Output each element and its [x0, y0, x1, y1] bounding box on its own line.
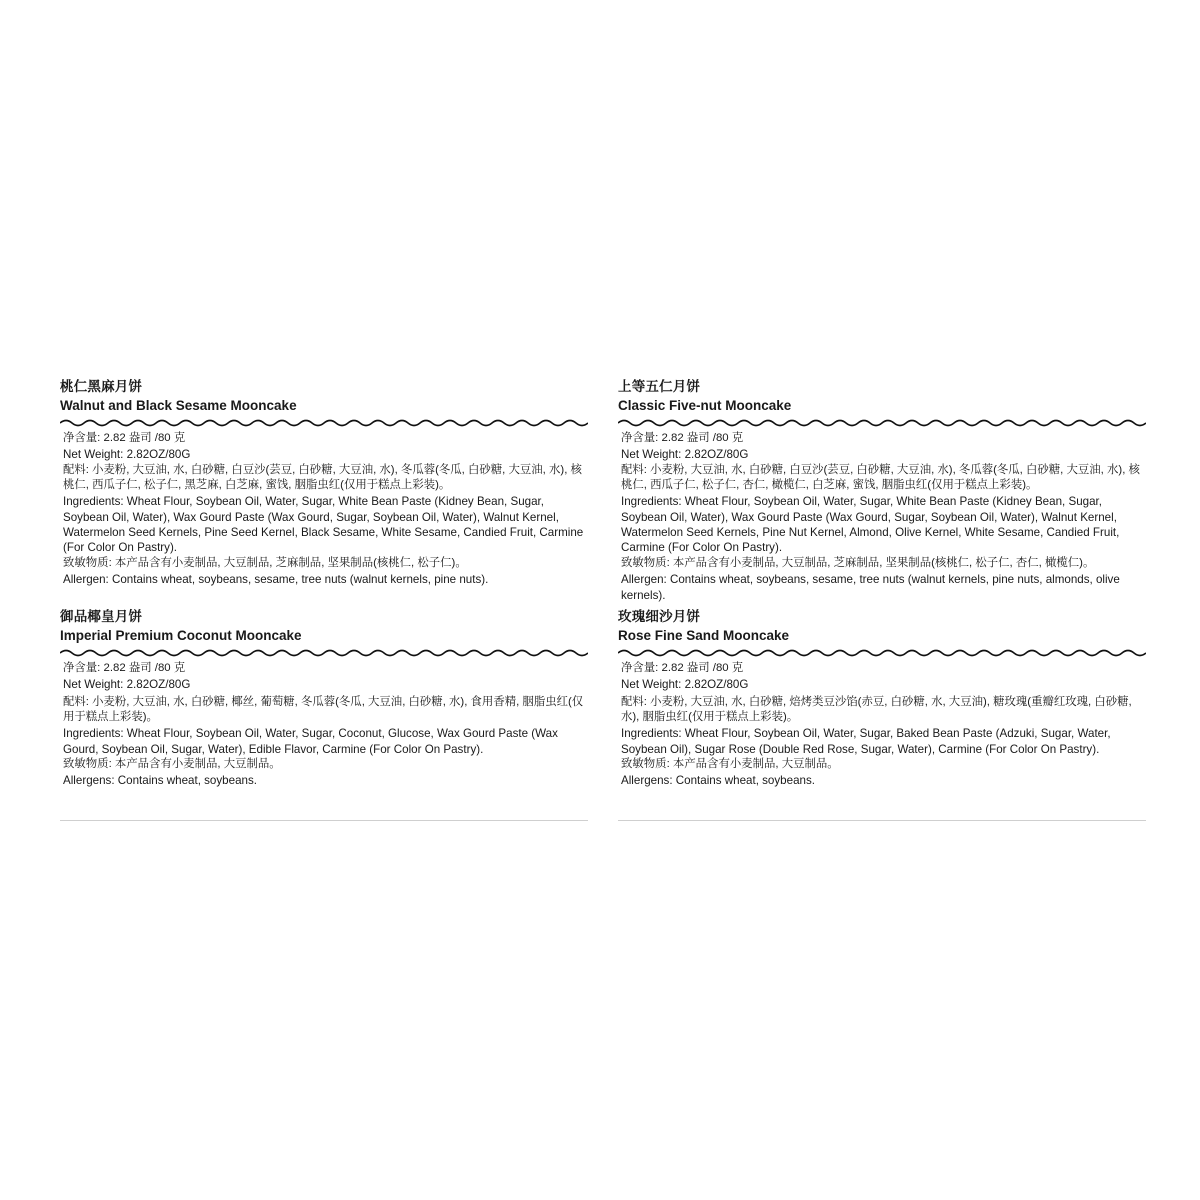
product-title-cn: 上等五仁月饼: [618, 379, 701, 394]
allergen-cn: 致敏物质: 本产品含有小麦制品, 大豆制品, 芝麻制品, 坚果制品(核桃仁, 松子仁)。: [63, 557, 467, 570]
ingredients-en: Ingredients: Wheat Flour, Soybean Oil, Water, Sugar, White Bean Paste (Kidney Bean, Sugar, Soybean Oil, Water), Wax Gourd Paste (Wax Gourd, Sugar, Soybean Oil, Water), Walnut Kernel, Watermelon Seed Kernels, Pine Nut Kernel, Almond, Olive Kernel, White Sesame, Candied Fruit, Carmine (For Color On Pastry).: [621, 495, 1120, 555]
ingredients-en: Ingredients: Wheat Flour, Soybean Oil, Water, Sugar, White Bean Paste (Kidney Bean, Sugar, Soybean Oil, Water), Wax Gourd Paste (Wax Gourd, Sugar, Soybean Oil, Water), Walnut Kernel, Watermelon Seed Kernels, Pine Seed Kernel, Black Sesame, White Sesame, Candied Fruit, Carmine (For Color On Pastry).: [63, 495, 584, 555]
product-panel-imperial-premium-coconut: [60, 608, 588, 789]
allergen-cn: 致敏物质: 本产品含有小麦制品, 大豆制品。: [63, 758, 281, 771]
net-weight-cn: 净含量: 2.82 盎司 /80 克: [621, 661, 744, 674]
ingredients-cn: 配料: 小麦粉, 大豆油, 水, 白砂糖, 焙烤类豆沙馅(赤豆, 白砂糖, 水, 大豆油), 糖玫瑰(重瓣红玫瑰, 白砂糖, 水), 胭脂虫红(仅用于糕点上彩装)。: [621, 695, 1132, 724]
ingredients-en: Ingredients: Wheat Flour, Soybean Oil, Water, Sugar, Coconut, Glucose, Wax Gourd Paste (Wax Gourd, Soybean Oil, Sugar, Water), Edible Flavor, Carmine (For Color On Pastry).: [63, 727, 558, 756]
product-panel-classic-five-nut: [618, 378, 1146, 604]
product-details: [60, 431, 588, 588]
net-weight-en: Net Weight: 2.82OZ/80G: [63, 447, 191, 461]
wavy-divider-icon: [618, 418, 1146, 427]
net-weight-cn: 净含量: 2.82 盎司 /80 克: [621, 431, 744, 444]
net-weight-cn: 净含量: 2.82 盎司 /80 克: [63, 431, 186, 444]
allergen-en: Allergen: Contains wheat, soybeans, sesame, tree nuts (walnut kernels, pine nuts).: [63, 573, 489, 587]
product-details: [618, 661, 1146, 789]
allergen-cn: 致敏物质: 本产品含有小麦制品, 大豆制品。: [621, 758, 839, 771]
product-title-en: Classic Five-nut Mooncake: [618, 398, 792, 414]
product-details: [60, 661, 588, 789]
ingredients-en: Ingredients: Wheat Flour, Soybean Oil, Water, Sugar, Baked Bean Paste (Adzuki, Sugar, Water, Soybean Oil), Sugar Rose (Double Red Rose, Sugar, Water), Carmine (For Color On Pastry).: [621, 727, 1111, 756]
allergen-en: Allergen: Contains wheat, soybeans, sesame, tree nuts (walnut kernels, pine nuts, almonds, olive kernels).: [621, 573, 1120, 602]
ingredients-cn: 配料: 小麦粉, 大豆油, 水, 白砂糖, 白豆沙(芸豆, 白砂糖, 大豆油, 水), 冬瓜蓉(冬瓜, 白砂糖, 大豆油, 水), 核桃仁, 西瓜子仁, 松子仁, 杏仁, 橄榄仁, 白芝麻, 蜜饯, 胭脂虫红(仅用于糕点上彩装)。: [621, 463, 1140, 492]
panel-bottom-rule: [60, 820, 588, 821]
product-panel-rose-fine-sand: [618, 608, 1146, 789]
wavy-divider-icon: [618, 648, 1146, 657]
product-details: [618, 431, 1146, 603]
net-weight-en: Net Weight: 2.82OZ/80G: [621, 447, 749, 461]
ingredients-cn: 配料: 小麦粉, 大豆油, 水, 白砂糖, 椰丝, 葡萄糖, 冬瓜蓉(冬瓜, 大豆油, 白砂糖, 水), 食用香精, 胭脂虫红(仅用于糕点上彩装)。: [63, 695, 584, 724]
product-title-cn: 御品椰皇月饼: [60, 609, 143, 624]
wavy-divider-icon: [60, 418, 588, 427]
wavy-divider-icon: [60, 648, 588, 657]
ingredients-cn: 配料: 小麦粉, 大豆油, 水, 白砂糖, 白豆沙(芸豆, 白砂糖, 大豆油, 水), 冬瓜蓉(冬瓜, 白砂糖, 大豆油, 水), 核桃仁, 西瓜子仁, 松子仁, 黑芝麻, 白芝麻, 蜜饯, 胭脂虫红(仅用于糕点上彩装)。: [63, 463, 582, 492]
product-title-en: Rose Fine Sand Mooncake: [618, 628, 790, 644]
product-title-en: Imperial Premium Coconut Mooncake: [60, 628, 302, 644]
net-weight-en: Net Weight: 2.82OZ/80G: [621, 677, 749, 691]
allergen-cn: 致敏物质: 本产品含有小麦制品, 大豆制品, 芝麻制品, 坚果制品(核桃仁, 松子仁, 杏仁, 橄榄仁)。: [621, 557, 1095, 570]
product-title-cn: 桃仁黑麻月饼: [60, 379, 143, 394]
allergen-en: Allergens: Contains wheat, soybeans.: [621, 774, 815, 788]
allergen-en: Allergens: Contains wheat, soybeans.: [63, 774, 257, 788]
product-title-cn: 玫瑰细沙月饼: [618, 609, 701, 624]
net-weight-cn: 净含量: 2.82 盎司 /80 克: [63, 661, 186, 674]
product-title-en: Walnut and Black Sesame Mooncake: [60, 398, 297, 414]
panel-bottom-rule: [618, 820, 1146, 821]
product-panel-walnut-black-sesame: [60, 378, 588, 588]
net-weight-en: Net Weight: 2.82OZ/80G: [63, 677, 191, 691]
